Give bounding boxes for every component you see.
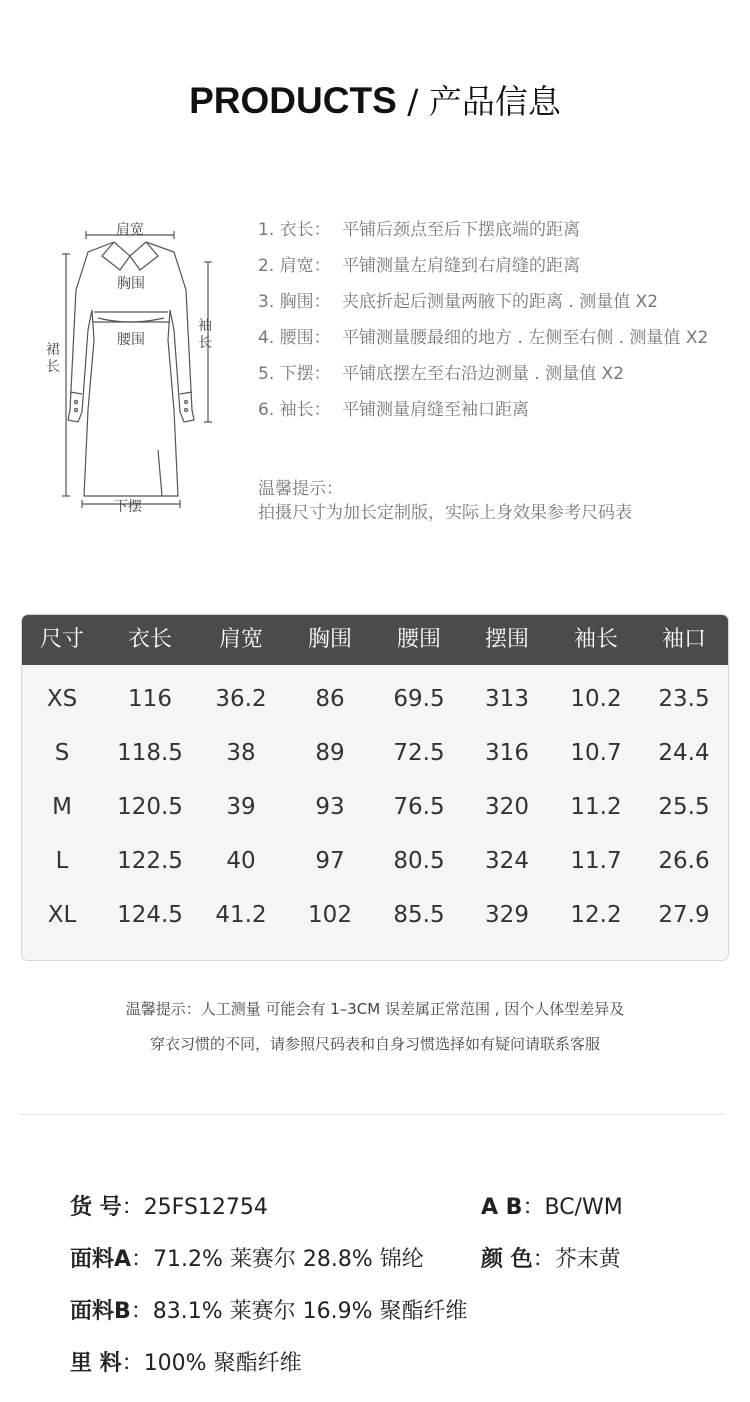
table-cell: XL [47, 902, 77, 928]
table-cell: 313 [485, 686, 529, 712]
note-item [258, 363, 708, 399]
table-row [22, 726, 728, 780]
spec-ab: A B：BC/WM [481, 1195, 623, 1220]
table-row [22, 780, 728, 834]
table-cell: 11.7 [570, 848, 622, 874]
note-text: 平铺底摆左至右沿边测量 . 测量值 X2 [342, 364, 625, 384]
note-item [258, 399, 708, 435]
note-item [258, 219, 708, 255]
size-table-header [22, 615, 728, 665]
note-number: 2. 肩宽： [258, 256, 331, 276]
note-number: 4. 腰围： [258, 328, 331, 348]
spec-color: 颜 色：芥末黄 [481, 1247, 621, 1272]
table-cell: 10.7 [570, 740, 622, 766]
table-cell: S [54, 740, 70, 766]
note-number: 1. 衣长： [258, 220, 331, 240]
spec-value: 25FS12754 [143, 1195, 268, 1220]
spec-value: 100% 聚酯纤维 [143, 1351, 302, 1376]
table-cell: 10.2 [570, 686, 622, 712]
table-cell: 80.5 [393, 848, 445, 874]
spec-label: 货 号 [70, 1195, 122, 1220]
note-number: 3. 胸围： [258, 292, 331, 312]
header-cell: 胸围 [307, 627, 352, 652]
table-cell: 93 [315, 794, 345, 820]
spec-value: 83.1% 莱赛尔 16.9% 聚酯纤维 [152, 1299, 468, 1324]
tip-text: 拍摄尺寸为加长定制版，实际上身效果参考尺码表 [258, 503, 632, 523]
table-row [22, 672, 728, 726]
table-cell: 76.5 [393, 794, 445, 820]
disclaimer-line-1: 温馨提示：人工测量 可能会有 1–3CM 误差属正常范围 , 因个人体型差异及 [125, 1000, 625, 1018]
table-cell: 89 [315, 740, 345, 766]
note-number: 6. 袖长： [258, 400, 331, 420]
tip-heading: 温馨提示： [258, 479, 343, 499]
table-cell: 23.5 [658, 686, 710, 712]
shoulder-label: 肩宽 [116, 222, 144, 238]
spec-label: 里 料 [70, 1351, 122, 1376]
table-cell: 120.5 [117, 794, 183, 820]
table-cell: 116 [128, 686, 172, 712]
spec-lining: 里 料：100% 聚酯纤维 [70, 1351, 302, 1376]
title-en: PRODUCTS [189, 80, 397, 121]
table-cell: 324 [485, 848, 529, 874]
note-text: 平铺测量左肩缝到右肩缝的距离 [342, 256, 580, 276]
table-cell: 36.2 [215, 686, 267, 712]
table-cell: 72.5 [393, 740, 445, 766]
measurement-tip [258, 477, 632, 525]
table-cell: 97 [315, 848, 345, 874]
disclaimer-line-2: 穿衣习惯的不同，请参照尺码表和自身习惯选择如有疑问请联系客服 [149, 1035, 600, 1053]
table-cell: 329 [485, 902, 529, 928]
page-title [0, 76, 750, 123]
header-cell: 肩宽 [218, 627, 263, 652]
table-cell: 26.6 [658, 848, 710, 874]
hem-label: 下摆 [114, 499, 142, 515]
measurement-notes [258, 219, 708, 435]
size-table-body [22, 665, 728, 942]
spec-item-no: 货 号：25FS12754 [70, 1195, 268, 1220]
table-cell: 39 [226, 794, 256, 820]
note-item [258, 291, 708, 327]
table-cell: 118.5 [117, 740, 183, 766]
table-cell: 102 [308, 902, 352, 928]
spec-value: BC/WM [544, 1195, 623, 1220]
table-cell: 24.4 [658, 740, 710, 766]
waist-label: 腰围 [117, 332, 145, 348]
table-cell: 86 [315, 686, 345, 712]
note-text: 平铺测量腰最细的地方 . 左侧至右侧 . 测量值 X2 [342, 328, 709, 348]
dress-measurement-diagram [30, 210, 230, 520]
header-cell: 腰围 [396, 627, 441, 652]
table-cell: 320 [485, 794, 529, 820]
table-cell: 85.5 [393, 902, 445, 928]
spec-value: 芥末黄 [554, 1247, 621, 1272]
spec-value: 71.2% 莱赛尔 28.8% 锦纶 [153, 1247, 424, 1272]
spec-fabric-a: 面料A：71.2% 莱赛尔 28.8% 锦纶 [70, 1247, 424, 1272]
table-cell: 11.2 [570, 794, 622, 820]
table-cell: XS [46, 686, 78, 712]
spec-label: A B [481, 1195, 523, 1220]
note-item [258, 255, 708, 291]
header-cell: 摆围 [484, 627, 529, 652]
header-cell: 袖口 [661, 627, 706, 652]
table-cell: 69.5 [393, 686, 445, 712]
table-cell: 27.9 [658, 902, 710, 928]
table-cell: 38 [226, 740, 256, 766]
section-divider [20, 1114, 725, 1115]
note-text: 平铺测量肩缝至袖口距离 [342, 400, 529, 420]
spec-label: 面料B [70, 1299, 131, 1324]
header-cell: 尺寸 [39, 627, 84, 652]
chest-label: 胸围 [117, 276, 145, 292]
spec-label: 面料A [70, 1247, 132, 1272]
spec-label: 颜 色 [481, 1247, 533, 1272]
table-cell: 41.2 [215, 902, 267, 928]
table-cell: 316 [485, 740, 529, 766]
table-cell: 124.5 [117, 902, 183, 928]
table-row [22, 834, 728, 888]
table-row [22, 888, 728, 942]
length-label: 裙长 [46, 342, 60, 375]
note-text: 平铺后颈点至后下摆底端的距离 [342, 220, 580, 240]
table-cell: 122.5 [117, 848, 183, 874]
sleeve-label: 袖长 [198, 318, 212, 351]
size-table [21, 614, 729, 961]
note-text: 夹底折起后测量两腋下的距离 . 测量值 X2 [342, 292, 659, 312]
header-cell: 袖长 [573, 627, 618, 652]
title-zh: 产品信息 [428, 82, 561, 121]
note-number: 5. 下摆： [258, 364, 331, 384]
header-cell: 衣长 [127, 627, 172, 652]
table-cell: M [52, 794, 72, 820]
table-cell: 40 [226, 848, 256, 874]
table-cell: 12.2 [570, 902, 622, 928]
title-separator: / [396, 82, 429, 121]
spec-fabric-b: 面料B：83.1% 莱赛尔 16.9% 聚酯纤维 [70, 1299, 468, 1324]
table-cell: L [55, 848, 69, 874]
table-cell: 25.5 [658, 794, 710, 820]
note-item [258, 327, 708, 363]
